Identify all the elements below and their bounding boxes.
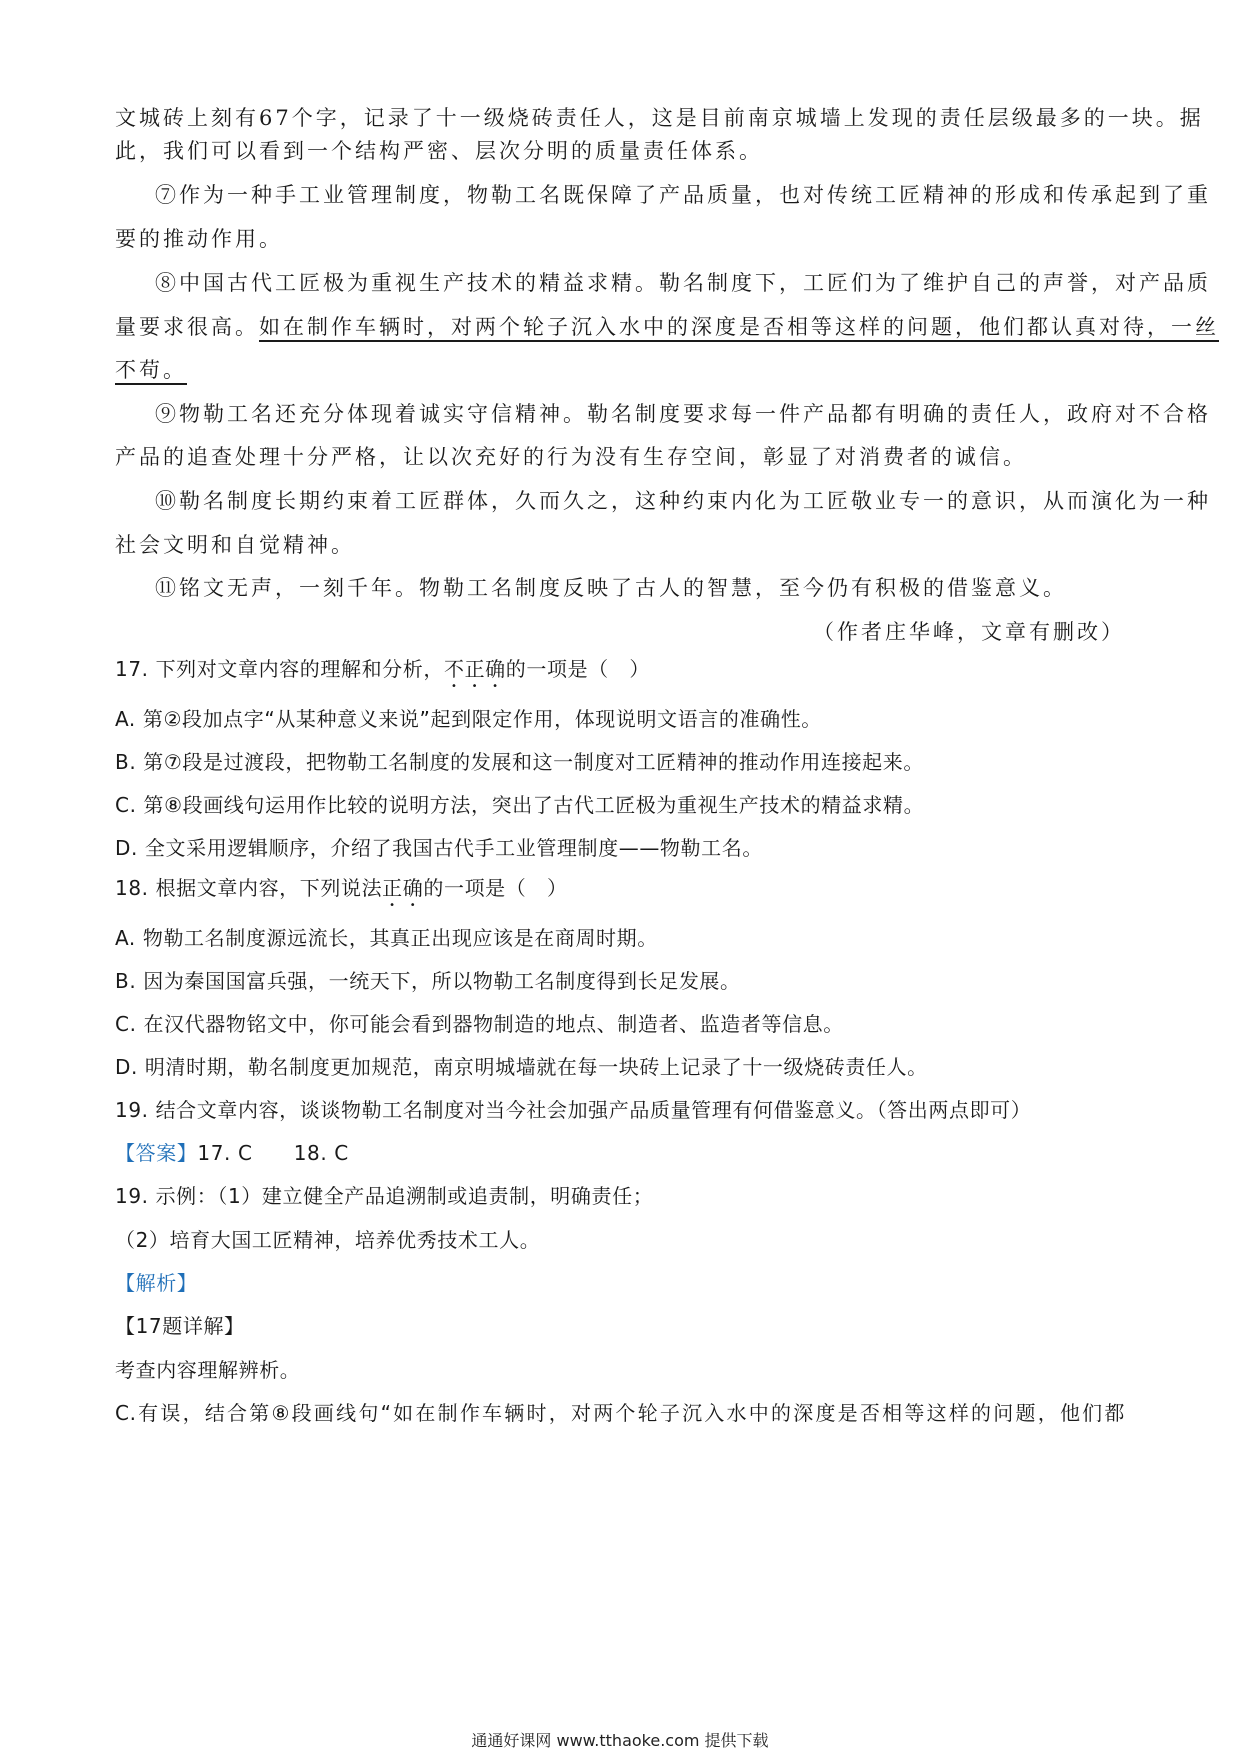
analysis-q17-line2: C.有误，结合第⑧段画线句“如在制作车辆时，对两个轮子沉入水中的深度是否相等这样的问题，他们都 — [115, 1401, 1125, 1425]
q17-stem-after: 的一项是（ ） — [505, 657, 650, 681]
answer-text: 17. C 18. C — [197, 1141, 349, 1165]
q17-emphasis: 不正确 — [443, 657, 506, 681]
passage-p8-line1: ⑧中国古代工匠极为重视生产技术的精益求精。勒名制度下，工匠们为了维护自己的声誉，对产品质 — [155, 271, 1211, 295]
q17-option-b: B. 第⑦段是过渡段，把物勒工名制度的发展和这一制度对工匠精神的推动作用连接起来。 — [115, 750, 924, 774]
q18-option-c: C. 在汉代器物铭文中，你可能会看到器物制造的地点、制造者、监造者等信息。 — [115, 1012, 844, 1036]
q18-stem-before: 18. 根据文章内容，下列说法 — [115, 876, 383, 900]
q18-stem-after: 的一项是（ ） — [423, 876, 568, 900]
q17-option-a: A. 第②段加点字“从某种意义来说”起到限定作用，体现说明文语言的准确性。 — [115, 707, 822, 731]
passage-p11-line1: ⑪铭文无声，一刻千年。物勒工名制度反映了古人的智慧，至今仍有积极的借鉴意义。 — [155, 576, 1067, 600]
underlined-sentence: 如在制作车辆时，对两个轮子沉入水中的深度是否相等这样的问题，他们都认真对待，一丝 — [259, 315, 1219, 339]
passage-p8-line3-row — [115, 355, 1125, 385]
answer-q19-line2: （2）培育大国工匠精神，培养优秀技术工人。 — [115, 1228, 541, 1252]
analysis-label: 【解析】 — [115, 1271, 198, 1295]
passage-p9-line2: 产品的追查处理十分严格，让以次充好的行为没有生存空间，彰显了对消费者的诚信。 — [115, 445, 1027, 469]
q17-option-d: D. 全文采用逻辑顺序，介绍了我国古代手工业管理制度——物勒工名。 — [115, 836, 763, 860]
passage-p8-plain: 量要求很高。 — [115, 315, 259, 339]
q18-option-a: A. 物勒工名制度源远流长，其真正出现应该是在商周时期。 — [115, 926, 658, 950]
q18-emphasis: 正确 — [382, 876, 424, 900]
analysis-q17-heading: 【17题详解】 — [115, 1314, 245, 1338]
q17-stem-before: 17. 下列对文章内容的理解和分析， — [115, 657, 444, 681]
answer-row — [115, 1138, 1125, 1168]
passage-p10-line1: ⑩勒名制度长期约束着工匠群体，久而久之，这种约束内化为工匠敬业专一的意识，从而演化为一种 — [155, 489, 1211, 513]
analysis-q17-line1: 考查内容理解辨析。 — [115, 1358, 301, 1382]
answer-label: 【答案】 — [115, 1141, 198, 1165]
q19-stem: 19. 结合文章内容，谈谈物勒工名制度对当今社会加强产品质量管理有何借鉴意义。（答出两点即可） — [115, 1098, 1032, 1122]
passage-p9-line1: ⑨物勒工名还充分体现着诚实守信精神。勒名制度要求每一件产品都有明确的责任人，政府对不合格 — [155, 402, 1211, 426]
q17-option-c: C. 第⑧段画线句运用作比较的说明方法，突出了古代工匠极为重视生产技术的精益求精。 — [115, 793, 925, 817]
q17-stem — [115, 654, 1125, 692]
passage-p10-line2: 社会文明和自觉精神。 — [115, 533, 355, 557]
passage-source: （作者庄华峰，文章有删改） — [813, 620, 1125, 644]
answer-q19-line1: 19. 示例：（1）建立健全产品追溯制或追责制，明确责任； — [115, 1184, 654, 1208]
passage-p8-line2 — [115, 312, 1219, 342]
q18-option-d: D. 明清时期，勒名制度更加规范，南京明城墙就在每一块砖上记录了十一级烧砖责任人。 — [115, 1055, 928, 1079]
passage-p7-line2: 要的推动作用。 — [115, 227, 283, 251]
passage-p6-line2: 此，我们可以看到一个结构严密、层次分明的质量责任体系。 — [115, 139, 763, 163]
q18-option-b: B. 因为秦国国富兵强，一统天下，所以物勒工名制度得到长足发展。 — [115, 969, 741, 993]
passage-p7-line1: ⑦作为一种手工业管理制度，物勒工名既保障了产品质量，也对传统工匠精神的形成和传承起到了重 — [155, 183, 1211, 207]
page-footer: 通通好课网 www.tthaoke.com 提供下载 — [471, 1731, 769, 1750]
q18-stem — [115, 873, 1125, 911]
passage-p6-line1: 文城砖上刻有67个字，记录了十一级烧砖责任人，这是目前南京城墙上发现的责任层级最多的一块。据 — [115, 106, 1204, 130]
underlined-sentence-end: 不苟。 — [115, 358, 187, 382]
